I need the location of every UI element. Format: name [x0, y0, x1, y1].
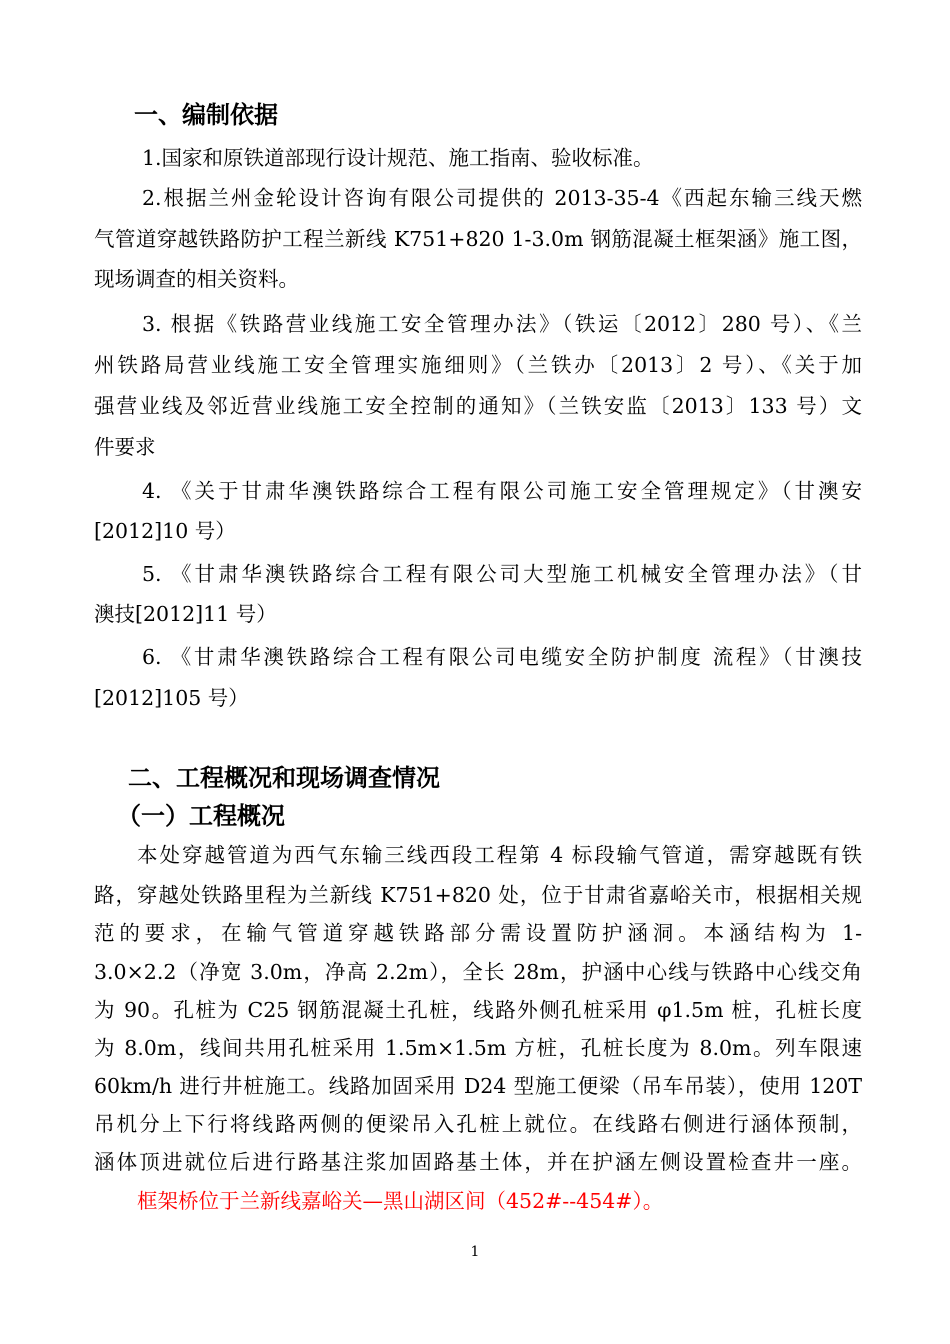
item-4-line-2: [2012]10 号）: [94, 519, 236, 543]
item-6-line-1: 6. 《甘肃华澳铁路综合工程有限公司电缆安全防护制度 流程》（甘澳技: [142, 645, 862, 669]
item-2-line-2: 气管道穿越铁路防护工程兰新线 K751+820 1-3.0m 钢筋混凝土框架涵》施工图，: [94, 227, 862, 251]
paragraph-line-4: 3.0×2.2（净宽 3.0m，净高 2.2m），全长 28m，护涵中心线与铁路中心线交角: [94, 960, 862, 984]
item-3-line-2: 州铁路局营业线施工安全管理实施细则》（兰铁办〔2013〕2 号）、《关于加: [94, 353, 862, 377]
paragraph-line-5: 为 90。孔桩为 C25 钢筋混凝土孔桩，线路外侧孔桩采用 φ1.5m 桩，孔桩长度: [94, 998, 862, 1022]
item-3-line-4: 件要求: [94, 435, 156, 459]
page-number: 1: [470, 1244, 480, 1260]
paragraph-line-1: 本处穿越管道为西气东输三线西段工程第 4 标段输气管道，需穿越既有铁: [137, 843, 862, 867]
paragraph-line-6: 为 8.0m，线间共用孔桩采用 1.5m×1.5m 方桩，孔桩长度为 8.0m。列车限速: [94, 1036, 862, 1060]
item-5-line-2: 澳技[2012]11 号）: [94, 602, 277, 626]
section-1-heading: 一、编制依据: [134, 101, 278, 129]
section-2-heading: 二、工程概况和现场调查情况: [128, 764, 440, 792]
red-note: 框架桥位于兰新线嘉峪关—黑山湖区间（452#--454#）。: [137, 1189, 664, 1213]
item-6-line-2: [2012]105 号）: [94, 686, 249, 710]
item-3-line-1: 3. 根据《铁路营业线施工安全管理办法》（铁运〔2012〕280 号）、《兰: [142, 312, 862, 336]
item-5-line-1: 5. 《甘肃华澳铁路综合工程有限公司大型施工机械安全管理办法》（甘: [142, 562, 862, 586]
paragraph-line-9: 涵体顶进就位后进行路基注浆加固路基土体，并在护涵左侧设置检查井一座。: [94, 1150, 862, 1174]
paragraph-line-8: 吊机分上下行将线路两侧的便梁吊入孔桩上就位。在线路右侧进行涵体预制，: [94, 1112, 862, 1136]
item-4-line-1: 4. 《关于甘肃华澳铁路综合工程有限公司施工安全管理规定》（甘澳安: [142, 479, 862, 503]
item-2-line-3: 现场调查的相关资料。: [94, 267, 299, 291]
paragraph-line-2: 路，穿越处铁路里程为兰新线 K751+820 处，位于甘肃省嘉峪关市，根据相关规: [94, 883, 862, 907]
item-3-line-3: 强营业线及邻近营业线施工安全控制的通知》（兰铁安监〔2013〕133 号）文: [94, 394, 862, 418]
item-1-line-1: 1.国家和原铁道部现行设计规范、施工指南、验收标准。: [142, 146, 654, 170]
paragraph-line-7: 60km/h 进行井桩施工。线路加固采用 D24 型施工便梁（吊车吊装），使用 120T: [94, 1074, 862, 1098]
subsection-heading: （一）工程概况: [117, 802, 285, 830]
item-2-line-1: 2.根据兰州金轮设计咨询有限公司提供的 2013-35-4《西起东输三线天燃: [142, 186, 862, 210]
paragraph-line-3: 范的要求，在输气管道穿越铁路部分需设置防护涵洞。本涵结构为 1-: [94, 921, 862, 945]
